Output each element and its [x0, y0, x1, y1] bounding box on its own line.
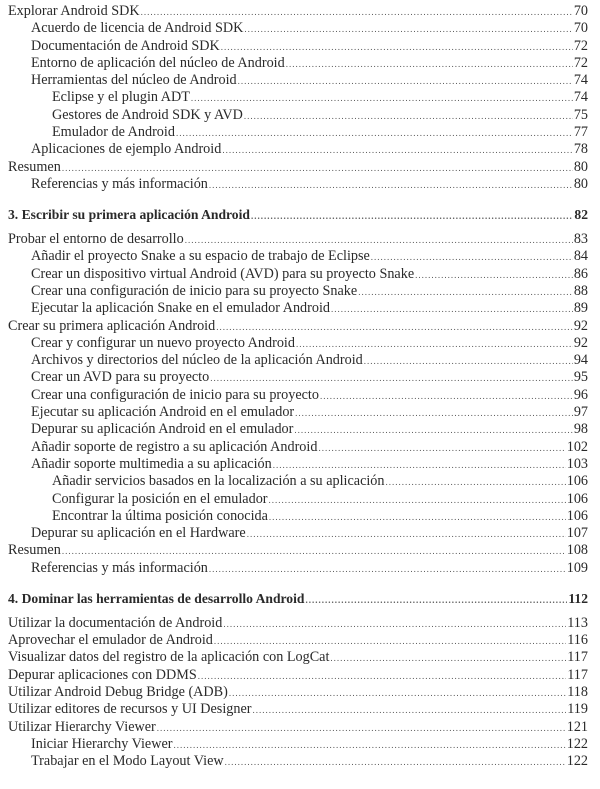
toc-entry: [0, 300, 600, 317]
toc-page-number: 116: [567, 632, 588, 649]
toc-entry: [0, 335, 600, 352]
dot-leader: [157, 720, 566, 737]
toc-entry-title: Añadir servicios basados en la localización a su aplicación: [52, 473, 385, 490]
toc-page-number: 122: [566, 753, 588, 770]
dot-leader: [244, 21, 572, 38]
toc-entry: [0, 473, 600, 490]
dot-leader: [209, 177, 573, 194]
toc-entry-title: Visualizar datos del registro de la aplicación con LogCat: [8, 649, 330, 666]
dot-leader: [358, 284, 573, 301]
toc-entry-title: Resumen: [8, 158, 61, 175]
toc-entry-title: Crear una configuración de inicio para su proyecto Snake: [31, 282, 358, 299]
toc-entry: [0, 266, 600, 283]
toc-entry-title: Utilizar editores de recursos y UI Designer: [8, 701, 252, 718]
toc-entry-title: Crear una configuración de inicio para su proyecto: [31, 386, 319, 403]
dot-leader: [269, 492, 566, 509]
toc-entry: [0, 159, 600, 176]
toc-entry-title: Utilizar la documentación de Android: [8, 614, 223, 631]
dot-leader: [191, 90, 573, 107]
toc-entry: [0, 176, 600, 193]
toc-entry: [0, 421, 600, 438]
toc-page-number: 96: [573, 386, 588, 403]
dot-leader: [209, 561, 566, 578]
toc-entry-title: Crear un dispositivo virtual Android (AVD) para su proyecto Snake: [31, 265, 415, 282]
toc-entry: [0, 318, 600, 335]
toc-entry-title: Emulador de Android: [52, 124, 175, 141]
dot-leader: [318, 440, 565, 457]
toc-entry-title: Configurar la posición en el emulador: [52, 490, 268, 507]
toc-entry: [0, 615, 600, 632]
toc-entry: [0, 525, 600, 542]
toc-entry-title: Referencias y más información: [31, 559, 208, 576]
toc-entry-title: Utilizar Hierarchy Viewer: [8, 718, 156, 735]
toc-page-number: 92: [573, 317, 588, 334]
dot-leader: [223, 616, 566, 633]
toc-entry-title: Documentación de Android SDK: [31, 37, 220, 54]
dot-leader: [238, 73, 573, 90]
toc-page-number: 92: [573, 334, 588, 351]
toc-page-number: 102: [566, 438, 588, 455]
dot-leader: [216, 319, 573, 336]
toc-entry-title: Entorno de aplicación del núcleo de Android: [31, 54, 285, 71]
toc-entry-title: Añadir soporte multimedia a su aplicación: [31, 455, 272, 472]
toc-page-number: 70: [573, 20, 588, 37]
toc-entry: [0, 560, 600, 577]
toc-chapter-heading: [0, 590, 600, 607]
toc-page-number: 117: [567, 666, 588, 683]
dot-leader: [244, 108, 573, 125]
toc-entry: [0, 456, 600, 473]
toc-page-number: 86: [573, 265, 588, 282]
toc-entry-title: Crear un AVD para su proyecto: [31, 369, 210, 386]
toc-entry: [0, 491, 600, 508]
toc-entry: [0, 231, 600, 248]
toc-page-number: 117: [567, 649, 588, 666]
dot-leader: [273, 457, 566, 474]
toc-entry: [0, 701, 600, 718]
dot-leader: [294, 422, 572, 439]
toc-page-number: 80: [573, 158, 588, 175]
toc-entry: [0, 542, 600, 559]
toc-entry-title: Acuerdo de licencia de Android SDK: [31, 20, 244, 37]
dot-leader: [62, 543, 566, 560]
toc-page-number: 83: [573, 231, 588, 248]
toc-page-number: 121: [566, 718, 588, 735]
dot-leader: [198, 668, 567, 685]
dot-leader: [296, 336, 573, 353]
toc-entry: [0, 684, 600, 701]
dot-leader: [210, 370, 573, 387]
toc-entry: [0, 508, 600, 525]
dot-leader: [415, 267, 573, 284]
toc-page-number: 106: [566, 473, 588, 490]
dot-leader: [222, 142, 573, 159]
toc-page-number: 80: [573, 175, 588, 192]
toc-entry-title: Aprovechar el emulador de Android: [8, 632, 213, 649]
toc-entry: [0, 352, 600, 369]
toc-page-number: 75: [573, 106, 588, 123]
toc-entry-title: Iniciar Hierarchy Viewer: [31, 735, 173, 752]
toc-entry: [0, 439, 600, 456]
toc-entry: [0, 404, 600, 421]
toc-page-number: 95: [573, 369, 588, 386]
toc-entry-title: Referencias y más información: [31, 175, 208, 192]
toc-entry-title: Probar el entorno de desarrollo: [8, 231, 184, 248]
toc-page-number: 98: [573, 421, 588, 438]
dot-leader: [225, 754, 566, 771]
toc-entry-title: Gestores de Android SDK y AVD: [52, 106, 243, 123]
toc-entry-title: Añadir el proyecto Snake a su espacio de trabajo de Eclipse: [31, 248, 370, 265]
toc-entry-title: 4. Dominar las herramientas de desarrollo Android: [8, 590, 305, 606]
dot-leader: [247, 526, 566, 543]
toc-page-number: 74: [573, 89, 588, 106]
dot-leader: [371, 249, 573, 266]
toc-entry: [0, 753, 600, 770]
toc-entry: [0, 369, 600, 386]
dot-leader: [331, 301, 573, 318]
toc-page-number: 94: [573, 352, 588, 369]
toc-entry-title: Archivos y directorios del núcleo de la aplicación Android: [31, 352, 363, 369]
toc-entry-title: Herramientas del núcleo de Android: [31, 72, 237, 89]
dot-leader: [229, 685, 566, 702]
dot-leader: [330, 650, 566, 667]
toc-page-number: 118: [567, 683, 588, 700]
dot-leader: [386, 474, 566, 491]
toc-entry-title: Añadir soporte de registro a su aplicación Android: [31, 438, 318, 455]
dot-leader: [62, 160, 573, 177]
toc-entry-title: Depurar aplicaciones con DDMS: [8, 666, 197, 683]
toc-entry-title: Explorar Android SDK: [8, 3, 140, 19]
toc-page-number: 108: [566, 542, 588, 559]
dot-leader: [221, 39, 573, 56]
table-of-contents: [0, 3, 600, 770]
toc-entry: [0, 283, 600, 300]
toc-page-number: 84: [573, 248, 588, 265]
toc-entry: [0, 387, 600, 404]
toc-page-number: 77: [573, 124, 588, 141]
toc-page-number: 119: [567, 701, 588, 718]
dot-leader: [141, 4, 573, 21]
dot-leader: [214, 633, 566, 650]
toc-entry: [0, 72, 600, 89]
toc-page-number: 107: [566, 525, 588, 542]
toc-page-number: 70: [573, 3, 588, 19]
toc-entry-title: Crear y configurar un nuevo proyecto Android: [31, 334, 295, 351]
toc-entry-title: Eclipse y el plugin ADT: [52, 89, 190, 106]
toc-entry: [0, 667, 600, 684]
toc-entry: [0, 719, 600, 736]
toc-entry: [0, 55, 600, 72]
toc-page-number: 122: [566, 735, 588, 752]
dot-leader: [173, 737, 565, 754]
toc-page-number: 72: [573, 54, 588, 71]
toc-page-number: 74: [573, 72, 588, 89]
dot-leader: [364, 353, 573, 370]
toc-page-number: 82: [574, 206, 588, 222]
dot-leader: [251, 208, 573, 225]
toc-page-number: 78: [573, 141, 588, 158]
toc-entry-title: Aplicaciones de ejemplo Android: [31, 141, 222, 158]
toc-page-number: 106: [566, 507, 588, 524]
toc-entry-title: Ejecutar su aplicación Android en el emulador: [31, 404, 295, 421]
toc-entry: [0, 141, 600, 158]
dot-leader: [269, 509, 566, 526]
dot-leader: [305, 592, 567, 609]
toc-entry-title: Utilizar Android Debug Bridge (ADB): [8, 683, 228, 700]
toc-entry: [0, 3, 600, 20]
toc-entry: [0, 20, 600, 37]
toc-entry: [0, 649, 600, 666]
toc-page-number: 112: [568, 590, 588, 606]
toc-entry-title: Depurar su aplicación en el Hardware: [31, 525, 246, 542]
toc-page-number: 103: [566, 455, 588, 472]
toc-entry: [0, 89, 600, 106]
toc-page-number: 109: [566, 559, 588, 576]
toc-page-number: 88: [573, 282, 588, 299]
dot-leader: [286, 56, 573, 73]
toc-entry: [0, 736, 600, 753]
dot-leader: [295, 405, 573, 422]
toc-entry: [0, 107, 600, 124]
toc-entry-title: Ejecutar la aplicación Snake en el emulador Android: [31, 300, 331, 317]
toc-entry-title: Resumen: [8, 542, 61, 559]
toc-page-number: 97: [573, 404, 588, 421]
toc-page-number: 113: [567, 614, 588, 631]
dot-leader: [176, 125, 573, 142]
dot-leader: [320, 388, 573, 405]
dot-leader: [252, 702, 566, 719]
toc-entry-title: Encontrar la última posición conocida: [52, 507, 268, 524]
toc-page-number: 72: [573, 37, 588, 54]
toc-page-number: 89: [573, 300, 588, 317]
toc-chapter-heading: [0, 206, 600, 223]
dot-leader: [185, 232, 573, 249]
toc-entry: [0, 38, 600, 55]
toc-entry: [0, 632, 600, 649]
toc-entry-title: 3. Escribir su primera aplicación Android: [8, 206, 250, 222]
toc-page-number: 106: [566, 490, 588, 507]
toc-entry-title: Depurar su aplicación Android en el emulador: [31, 421, 294, 438]
toc-entry-title: Trabajar en el Modo Layout View: [31, 753, 224, 770]
toc-entry: [0, 124, 600, 141]
toc-entry: [0, 248, 600, 265]
toc-entry-title: Crear su primera aplicación Android: [8, 317, 216, 334]
